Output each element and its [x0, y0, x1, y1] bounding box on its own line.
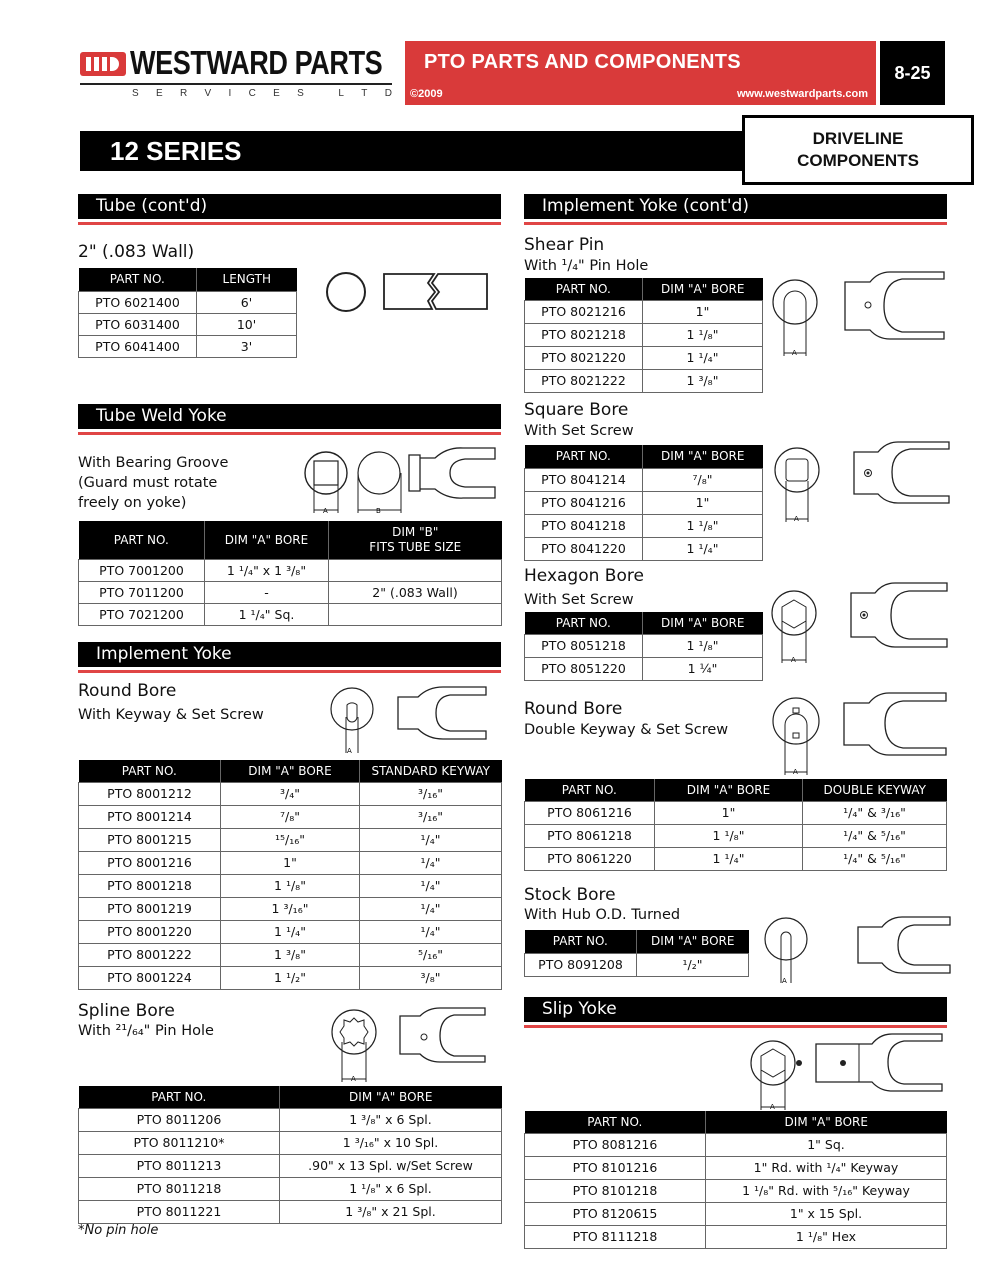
- square-bore-heading: Square Bore: [524, 400, 629, 420]
- table-row: PTO 7011200 - 2" (.083 Wall): [79, 581, 502, 603]
- section-tube-weld-yoke: [78, 404, 501, 435]
- red-rule: [78, 432, 501, 435]
- table-row: PTO 8051218 1 ¹/₈": [525, 634, 763, 657]
- category-box: [742, 115, 974, 185]
- table-row: PTO 8061220 1 ¹/₄" ¹/₄" & ⁵/₁₆": [525, 847, 947, 870]
- hexagon-bore-table: PART NO. DIM "A" BORE PTO 8051218 1 ¹/₈" PTO 8051220 1 ¼": [524, 612, 763, 681]
- table-row: PTO 8001214 ⁷/₈" ³/₁₆": [79, 805, 502, 828]
- slip-yoke-diagram-icon: [748, 1032, 948, 1112]
- round-bore-double-table: PART NO. DIM "A" BORE DOUBLE KEYWAY PTO 8061216 1" ¹/₄" & ³/₁₆" PTO 8061218 1 ¹/₈" ¹/₄" & ⁵/₁₆" PTO 8061220 1 ¹/₄" ¹/₄" & ⁵/₁₆": [524, 779, 947, 871]
- copyright-year: ©2009: [410, 88, 443, 100]
- shear-pin-heading: Shear Pin: [524, 235, 605, 255]
- square-bore-table: PART NO. DIM "A" BORE PTO 8041214 ⁷/₈" PTO 8041216 1" PTO 8041218 1 ¹/₈" PTO 8041220 1 ¹/₄": [524, 445, 763, 561]
- slip-yoke-table: PART NO. DIM "A" BORE PTO 8081216 1" Sq. PTO 8101216 1" Rd. with ¹/₄" Keyway PTO 8101218 1 ¹/₈" Rd. with ⁵/₁₆" Keyway PTO 8120615 1" x 15 Spl. PTO 8111218 1 ¹/₈" Hex: [524, 1111, 947, 1249]
- tube-diagram-icon: [322, 268, 497, 318]
- section-title: Implement Yoke: [78, 642, 501, 667]
- table-row: PTO 8001216 1" ¹/₄": [79, 851, 502, 874]
- hexagon-bore-heading: Hexagon Bore: [524, 566, 644, 586]
- square-bore-yoke-diagram-icon: [774, 440, 954, 525]
- table-row: PTO 8021218 1 ¹/₈": [525, 323, 763, 346]
- weld-yoke-table: PART NO. DIM "A" BORE DIM "B" FITS TUBE SIZE PTO 7001200 1 ¹/₄" x 1 ³/₈" PTO 7011200 - 2" (.083 Wall) PTO 7021200 1 ¹/₄" Sq.: [78, 521, 502, 626]
- round-bore-double-heading: Round Bore: [524, 699, 623, 719]
- table-row: PTO 7021200 1 ¹/₄" Sq.: [79, 603, 502, 625]
- brand-subtitle: S E R V I C E S L T D: [132, 88, 392, 99]
- spline-bore-heading: Spline Bore: [78, 1001, 175, 1021]
- brand-name: WESTWARD PARTS: [130, 44, 383, 81]
- hexagon-bore-yoke-diagram-icon: [771, 583, 951, 668]
- weld-yoke-diagram-icon: [305, 445, 500, 515]
- section-tube: [78, 194, 501, 225]
- table-row: PTO 8011221 1 ³/₈" x 21 Spl.: [79, 1200, 502, 1223]
- table-row: PTO 8001220 1 ¹/₄" ¹/₄": [79, 920, 502, 943]
- square-bore-sub: With Set Screw: [524, 423, 634, 439]
- table-row: PTO 8001215 ¹⁵/₁₆" ¹/₄": [79, 828, 502, 851]
- round-bore-sub: With Keyway & Set Screw: [78, 707, 264, 723]
- tube-table: PART NO. LENGTH PTO 6021400 6' PTO 6031400 10' PTO 6041400 3': [78, 268, 297, 358]
- page-number: 8-25: [880, 41, 945, 105]
- red-rule: [78, 222, 501, 225]
- table-row: PTO 8041216 1": [525, 491, 763, 514]
- weld-yoke-desc: With Bearing Groove (Guard must rotate freely on yoke): [78, 455, 229, 511]
- table-row: PTO 8011210* 1 ³/₁₆" x 10 Spl.: [79, 1131, 502, 1154]
- table-row: PTO 8001218 1 ¹/₈" ¹/₄": [79, 874, 502, 897]
- stock-bore-sub: With Hub O.D. Turned: [524, 907, 681, 923]
- shear-pin-table: PART NO. DIM "A" BORE PTO 8021216 1" PTO 8021218 1 ¹/₈" PTO 8021220 1 ¹/₄" PTO 8021222 1 ³/₈": [524, 278, 763, 393]
- table-row: PTO 8081216 1" Sq.: [525, 1133, 947, 1156]
- table-row: PTO 6021400 6': [79, 291, 297, 313]
- table-row: PTO 8041218 1 ¹/₈": [525, 514, 763, 537]
- table-row: PTO 8011206 1 ³/₈" x 6 Spl.: [79, 1108, 502, 1131]
- spline-bore-sub: With ²¹/₆₄" Pin Hole: [78, 1023, 214, 1039]
- table-row: PTO 8101216 1" Rd. with ¹/₄" Keyway: [525, 1156, 947, 1179]
- wp-logo-icon: [80, 52, 126, 76]
- stock-bore-table: PART NO. DIM "A" BORE PTO 8091208 ¹/₂": [524, 930, 749, 977]
- spline-yoke-diagram-icon: [330, 1000, 495, 1085]
- shear-pin-yoke-diagram-icon: [772, 270, 952, 360]
- table-row: PTO 8001219 1 ³/₁₆" ¹/₄": [79, 897, 502, 920]
- table-row: PTO 8011213 .90" x 13 Spl. w/Set Screw: [79, 1154, 502, 1177]
- table-row: PTO 8041220 1 ¹/₄": [525, 537, 763, 560]
- tube-heading: 2" (.083 Wall): [78, 242, 195, 262]
- svg-text:A: A: [323, 507, 328, 515]
- table-row: PTO 8091208 ¹/₂": [525, 953, 749, 976]
- table-row: PTO 8041214 ⁷/₈": [525, 468, 763, 491]
- spline-bore-table: PART NO. DIM "A" BORE PTO 8011206 1 ³/₈" x 6 Spl. PTO 8011210* 1 ³/₁₆" x 10 Spl. PTO 8011213 .90" x 13 Spl. w/Set Screw PTO 8011218 1 ¹/₈" x 6 Spl. PTO 8011221 1 ³/₈" x 21 Spl.: [78, 1086, 502, 1224]
- round-bore-table: PART NO. DIM "A" BORE STANDARD KEYWAY PTO 8001212 ³/₄" ³/₁₆" PTO 8001214 ⁷/₈" ³/₁₆" PTO 8001215 ¹⁵/₁₆" ¹/₄" PTO 8001216 1" ¹/₄" PTO 8001218 1 ¹/₈" ¹/₄" PTO 8001219 1 ³/₁₆" ¹/₄" PTO 8001220 1 ¹/₄" ¹/₄" PTO 8001222 1 ³/₈" ⁵/₁₆" PTO 8001224 1 ¹/₂" ³/₈": [78, 760, 502, 990]
- table-row: PTO 8001212 ³/₄" ³/₁₆": [79, 782, 502, 805]
- section-slip-yoke: [524, 997, 947, 1028]
- svg-text:B: B: [376, 507, 381, 515]
- brand-logo: [80, 46, 392, 106]
- website-link[interactable]: www.westwardparts.com: [736, 88, 868, 100]
- logo-divider: [80, 83, 392, 85]
- stock-bore-heading: Stock Bore: [524, 885, 616, 905]
- svg-text:A: A: [792, 349, 797, 357]
- svg-text:A: A: [770, 1103, 775, 1111]
- svg-text:A: A: [791, 656, 796, 664]
- table-row: PTO 8111218 1 ¹/₈" Hex: [525, 1225, 947, 1248]
- category-line-2: COMPONENTS: [797, 151, 919, 170]
- round-bore-yoke-diagram-icon: [328, 685, 493, 757]
- red-rule: [524, 1025, 947, 1028]
- svg-text:A: A: [782, 977, 787, 985]
- section-implement-yoke: [78, 642, 501, 673]
- table-row: PTO 8001224 1 ¹/₂" ³/₈": [79, 966, 502, 989]
- section-title: Implement Yoke (cont'd): [524, 194, 947, 219]
- svg-text:A: A: [351, 1075, 356, 1083]
- table-row: PTO 8021220 1 ¹/₄": [525, 346, 763, 369]
- table-row: PTO 6031400 10': [79, 313, 297, 335]
- table-row: PTO 8021222 1 ³/₈": [525, 369, 763, 392]
- table-row: PTO 8101218 1 ¹/₈" Rd. with ⁵/₁₆" Keyway: [525, 1179, 947, 1202]
- category-line-1: DRIVELINE: [812, 129, 904, 148]
- red-rule: [78, 670, 501, 673]
- section-title: Slip Yoke: [524, 997, 947, 1022]
- table-row: PTO 8001222 1 ³/₈" ⁵/₁₆": [79, 943, 502, 966]
- red-rule: [524, 222, 947, 225]
- banner-title: PTO PARTS AND COMPONENTS: [424, 51, 741, 73]
- svg-text:A: A: [793, 768, 798, 776]
- table-row: PTO 8021216 1": [525, 300, 763, 323]
- round-bore-heading: Round Bore: [78, 681, 177, 701]
- hexagon-bore-sub: With Set Screw: [524, 592, 634, 608]
- table-row: PTO 6041400 3': [79, 335, 297, 357]
- table-row: PTO 8011218 1 ¹/₈" x 6 Spl.: [79, 1177, 502, 1200]
- series-title: 12 SERIES: [80, 131, 745, 171]
- footnote: *No pin hole: [78, 1223, 159, 1238]
- section-implement-yoke-contd: [524, 194, 947, 225]
- table-row: PTO 8061216 1" ¹/₄" & ³/₁₆": [525, 801, 947, 824]
- table-row: PTO 8061218 1 ¹/₈" ¹/₄" & ⁵/₁₆": [525, 824, 947, 847]
- svg-text:A: A: [794, 515, 799, 523]
- table-row: PTO 8051220 1 ¼": [525, 657, 763, 680]
- svg-text:A: A: [347, 747, 352, 755]
- round-bore-double-sub: Double Keyway & Set Screw: [524, 722, 729, 738]
- section-title: Tube Weld Yoke: [78, 404, 501, 429]
- section-title: Tube (cont'd): [78, 194, 501, 219]
- table-row: PTO 8120615 1" x 15 Spl.: [525, 1202, 947, 1225]
- catalog-banner: [405, 41, 876, 105]
- shear-pin-sub: With ¹/₄" Pin Hole: [524, 258, 649, 274]
- double-keyway-yoke-diagram-icon: [771, 693, 951, 778]
- stock-bore-yoke-diagram-icon: [764, 915, 959, 985]
- table-row: PTO 7001200 1 ¹/₄" x 1 ³/₈": [79, 559, 502, 581]
